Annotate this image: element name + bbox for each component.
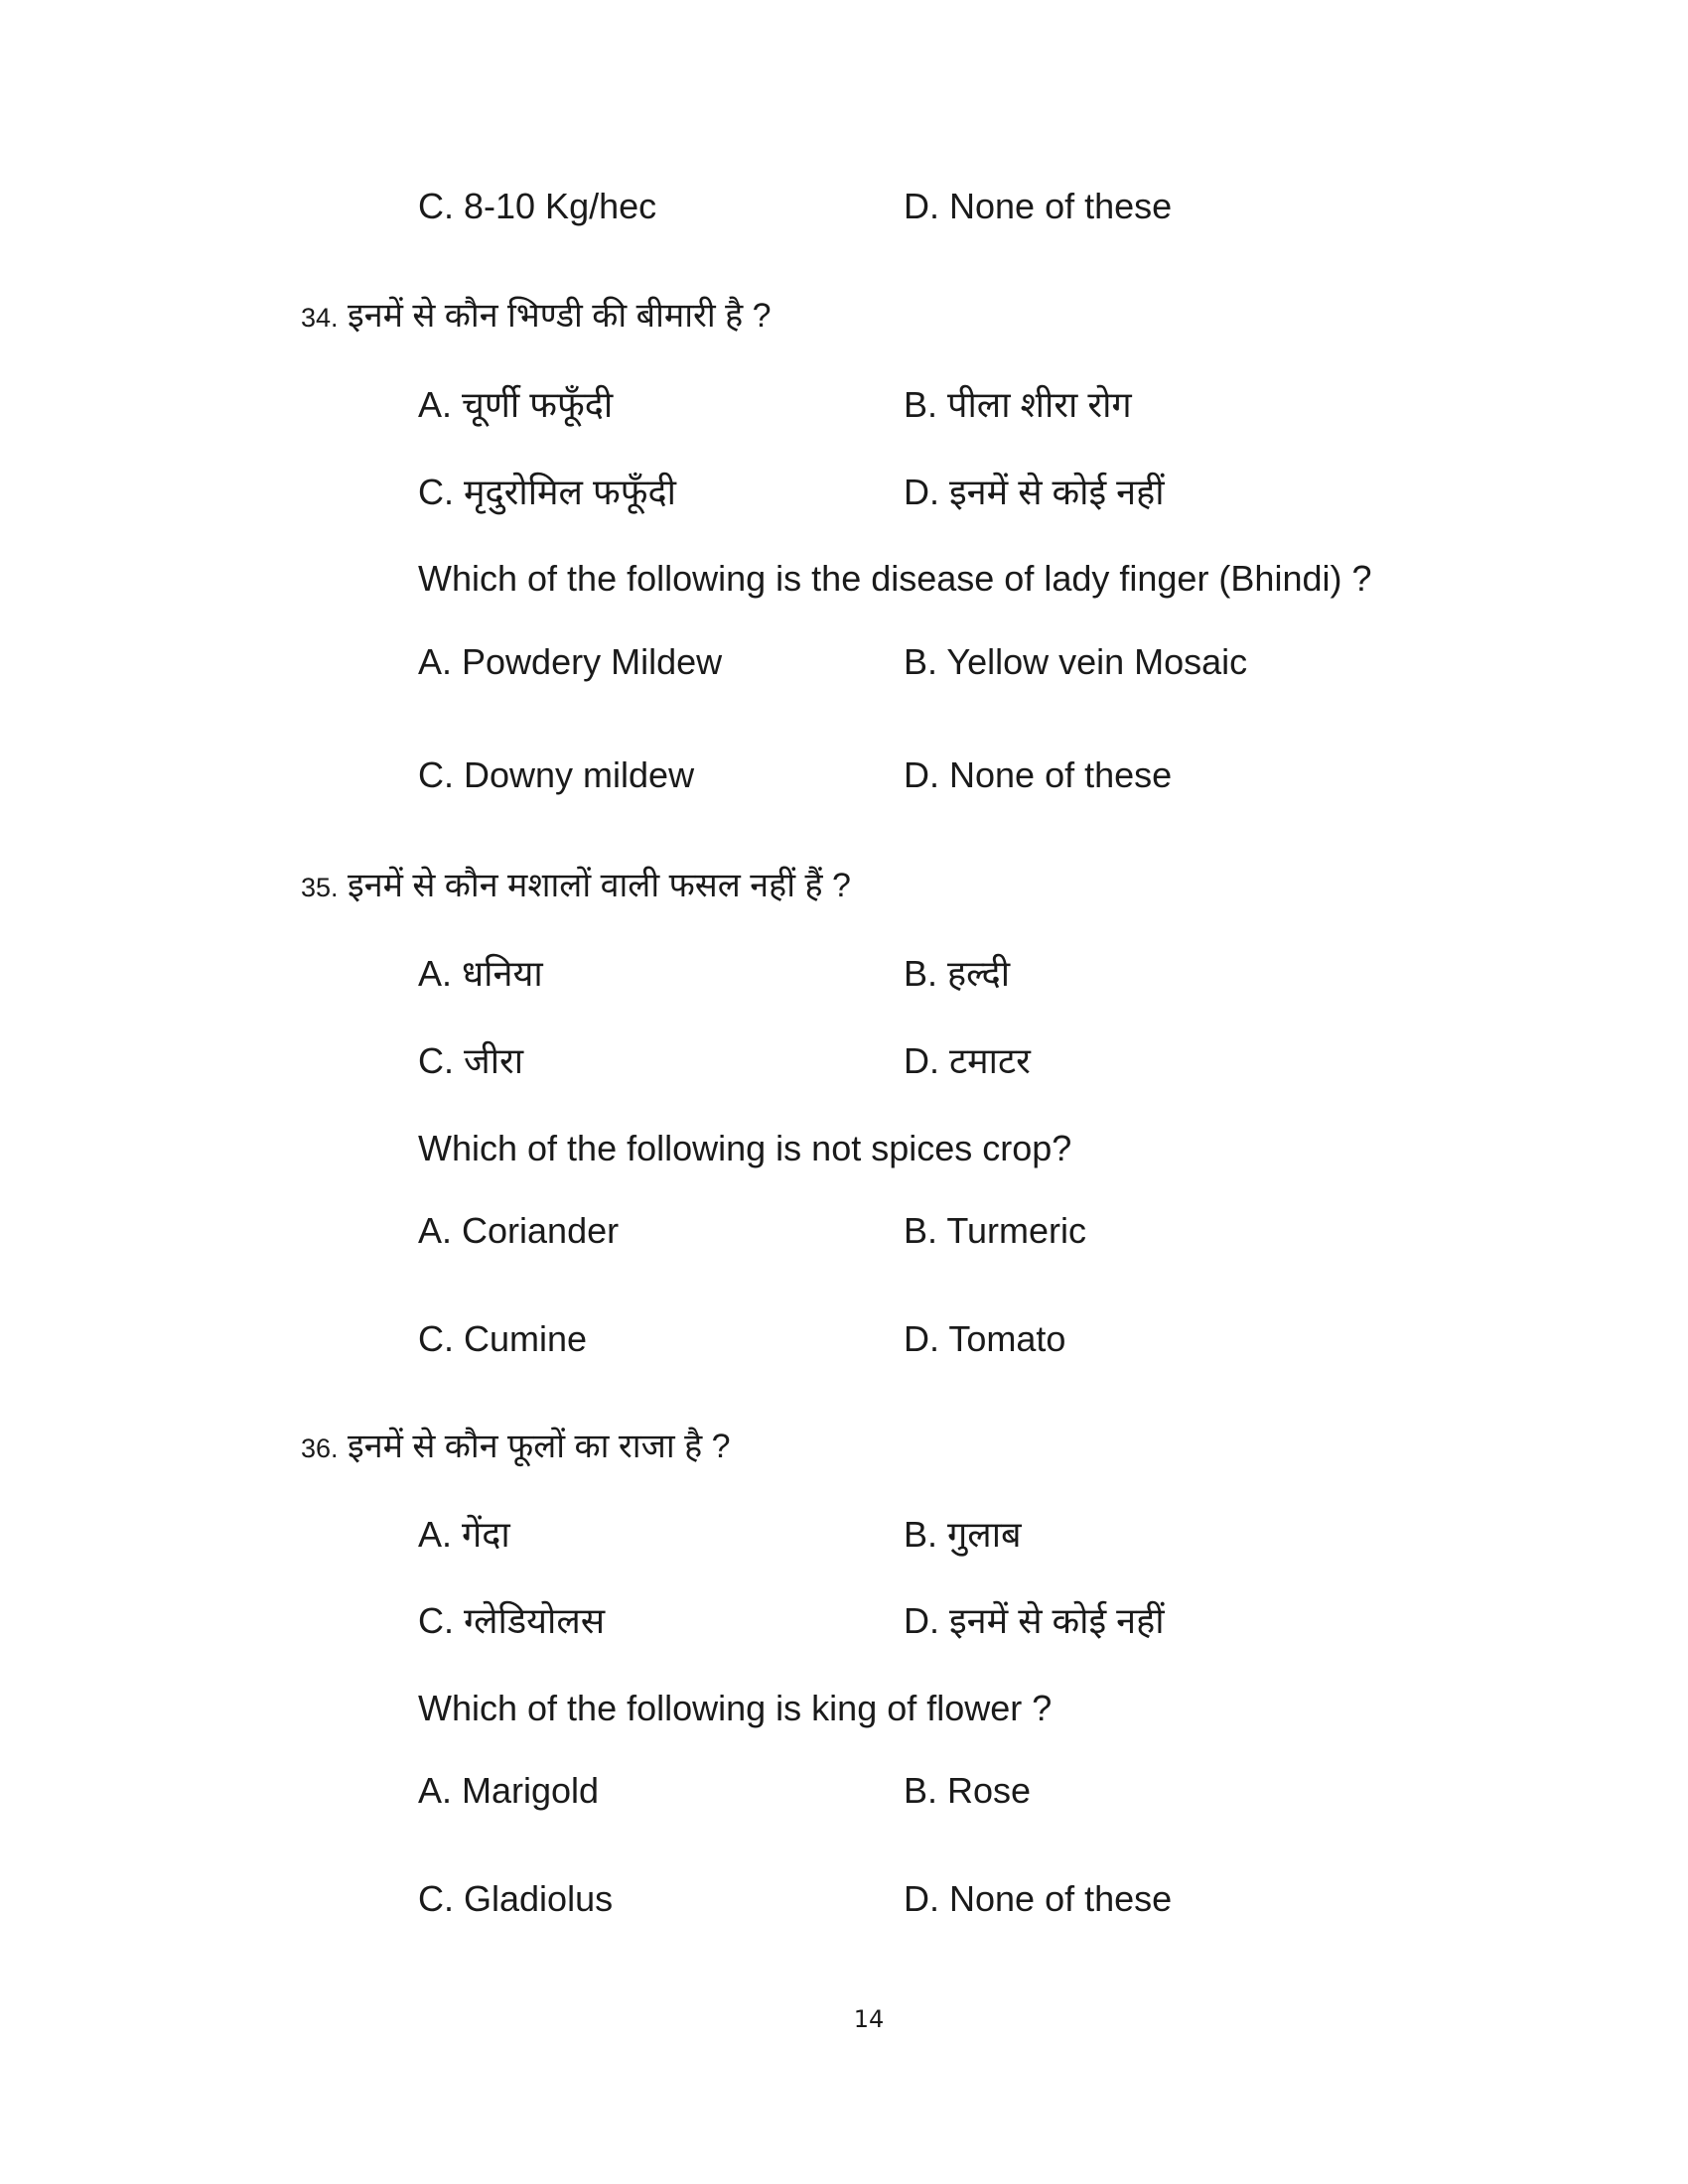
question-36-hindi [301, 1425, 731, 1470]
option-b-english: B. Rose [904, 1770, 1032, 1811]
question-text-hindi: इनमें से कौन भिण्डी की बीमारी है ? [348, 297, 772, 335]
question-35-english: Which of the following is not spices crop? [418, 1128, 1072, 1168]
option-b-hindi: B. हल्दी [904, 953, 1011, 994]
page-number: 14 [853, 2005, 885, 2033]
question-34-english: Which of the following is the disease of lady finger (Bhindi) ? [418, 558, 1372, 599]
option-a-english: A. Marigold [418, 1770, 600, 1811]
question-34-hindi [301, 294, 772, 340]
option-d-hindi: D. इनमें से कोई नहीं [904, 472, 1165, 512]
carryover-option-c: C. 8-10 Kg/hec [418, 186, 657, 226]
question-36-english: Which of the following is king of flower ? [418, 1688, 1053, 1728]
carryover-option-d: D. None of these [904, 186, 1173, 226]
option-a-hindi: A. गेंदा [418, 1514, 510, 1555]
option-a-english: A. Powdery Mildew [418, 641, 723, 682]
option-b-english: B. Yellow vein Mosaic [904, 641, 1248, 682]
option-d-english: D. Tomato [904, 1318, 1066, 1359]
option-b-hindi: B. गुलाब [904, 1514, 1022, 1555]
option-a-english: A. Coriander [418, 1210, 620, 1251]
option-d-hindi: D. इनमें से कोई नहीं [904, 1600, 1165, 1641]
option-c-hindi: C. मृदुरोमिल फफूँदी [418, 472, 676, 512]
option-c-hindi: C. जीरा [418, 1040, 524, 1081]
question-text-hindi: इनमें से कौन मशालों वाली फसल नहीं हैं ? [348, 867, 851, 904]
option-c-english: C. Cumine [418, 1318, 588, 1359]
question-text-hindi: इनमें से कौन फूलों का राजा है ? [348, 1428, 731, 1465]
question-number: 34. [301, 303, 339, 333]
option-c-english: C. Downy mildew [418, 754, 695, 795]
question-number: 35. [301, 873, 339, 902]
question-number: 36. [301, 1433, 339, 1463]
option-a-hindi: A. धनिया [418, 953, 543, 994]
option-d-english: D. None of these [904, 1878, 1173, 1919]
option-b-english: B. Turmeric [904, 1210, 1087, 1251]
option-c-hindi: C. ग्लेडियोलस [418, 1600, 606, 1641]
question-35-hindi [301, 864, 851, 909]
option-d-english: D. None of these [904, 754, 1173, 795]
option-c-english: C. Gladiolus [418, 1878, 614, 1919]
option-a-hindi: A. चूर्णी फफूँदी [418, 384, 614, 425]
option-d-hindi: D. टमाटर [904, 1040, 1031, 1081]
option-b-hindi: B. पीला शीरा रोग [904, 384, 1132, 425]
